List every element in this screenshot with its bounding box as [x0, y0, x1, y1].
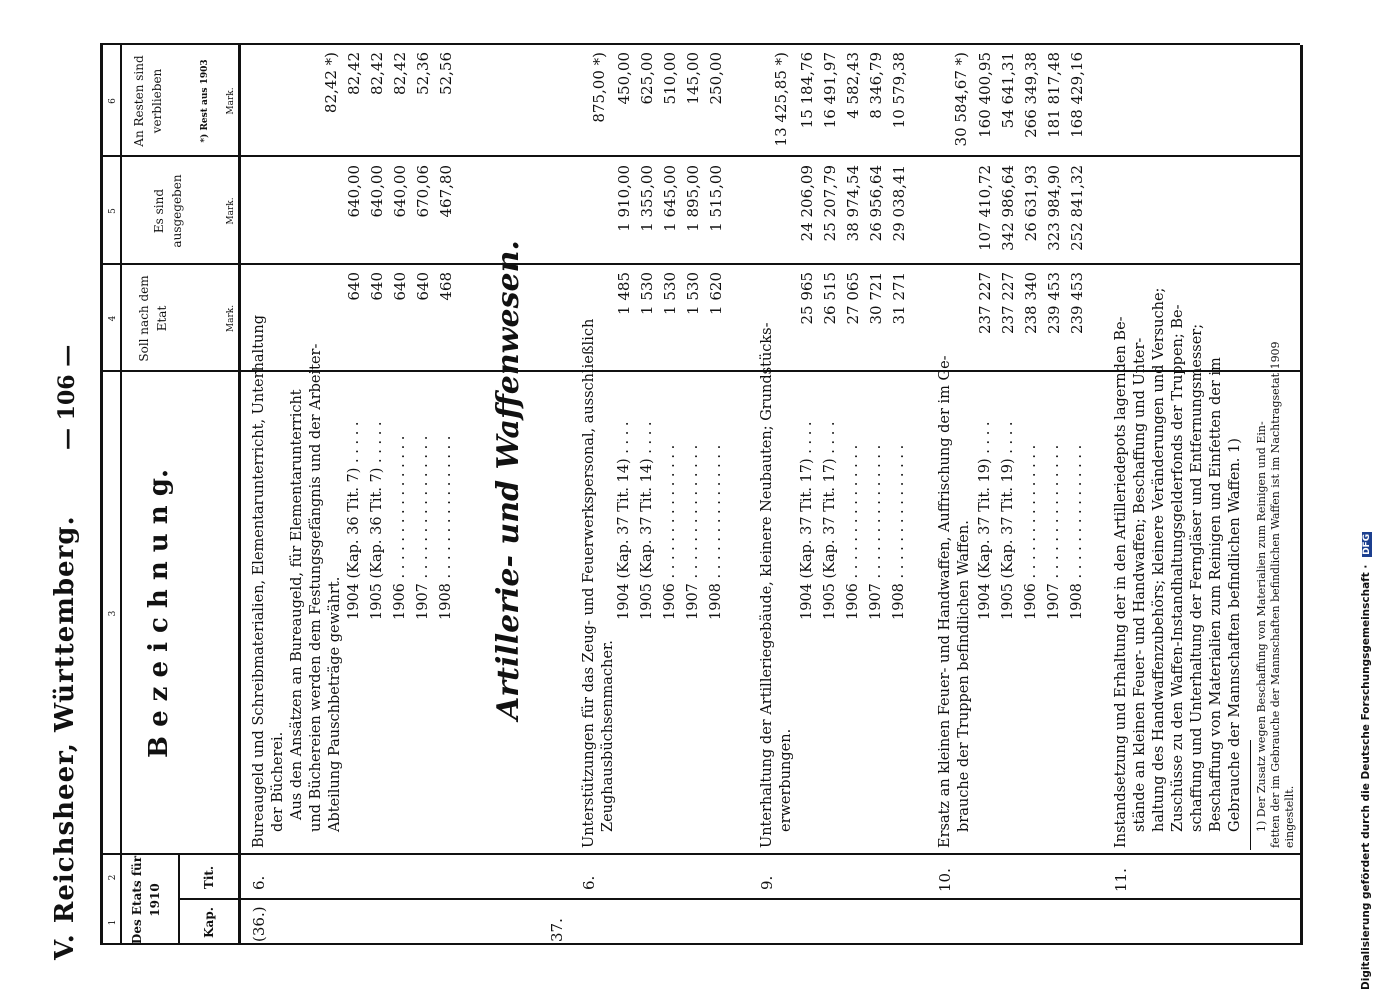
aus-value: 1 355,00 — [638, 165, 656, 232]
rest-prior: 82,42 *) — [322, 52, 340, 114]
aus-value: 640,00 — [345, 165, 363, 218]
year-row: 1907 . . . . . . . . . . . . . . . — [868, 444, 884, 620]
rest-value: 52,56 — [437, 52, 455, 95]
aus-value: 1 895,00 — [684, 165, 702, 232]
rest-prior: 875,00 *) — [590, 52, 608, 123]
soll-value: 237 227 — [976, 272, 994, 335]
col-border-12-3 — [100, 854, 1300, 856]
desc-line: Gebrauche der Mannschaften befindlichen Waffen. 1) — [1227, 438, 1243, 832]
soll-value: 468 — [437, 272, 455, 301]
table-top-rule — [100, 45, 103, 945]
rest-value: 145,00 — [684, 52, 702, 105]
col-border-kap-tit — [178, 899, 1300, 901]
desc-line: stände an kleinen Feuer- und Handwaffen; Beschaffung und Unter- — [1132, 337, 1148, 832]
year-row: 1904 (Kap. 37 Tit. 19) . . . . — [977, 421, 993, 620]
soll-value: 31 271 — [890, 272, 908, 325]
dfg-logo: DFG — [1362, 533, 1372, 555]
year-row: 1907 . . . . . . . . . . . . . . . — [685, 444, 701, 620]
footnote-line: eingestellt. — [1283, 785, 1296, 848]
tit-9: 9. — [758, 875, 776, 890]
rest-value: 168 429,16 — [1068, 52, 1086, 138]
soll-value: 640 — [368, 272, 386, 301]
desc-line: und Büchereien werden dem Festungsgefängnis und der Arbeiter- — [308, 343, 324, 832]
rest-value: 82,42 — [391, 52, 409, 95]
year-row: 1906 . . . . . . . . . . . . . . . — [662, 444, 678, 620]
desc-line: Ersatz an kleinen Feuer- und Handwaffen, Auffrischung der im Ge- — [937, 355, 953, 848]
aus-value: 25 207,79 — [821, 165, 839, 242]
colnum-1: 1 — [108, 919, 118, 926]
rest-prior: 30 584,67 *) — [952, 52, 970, 147]
aus-value: 252 841,32 — [1068, 165, 1086, 251]
year-row: 1907 . . . . . . . . . . . . . . . . — [415, 435, 431, 620]
unit-reste: Mark. — [226, 87, 236, 115]
colnum-3: 3 — [108, 610, 118, 617]
rest-value: 160 400,95 — [976, 52, 994, 138]
soll-value: 26 515 — [821, 272, 839, 325]
page-number: — 106 — — [54, 344, 80, 450]
year-row: 1905 (Kap. 37 Tit. 17) . . . . — [822, 421, 838, 620]
header-rest-note: *) Rest aus 1903 — [200, 59, 210, 143]
desc-line: Zuschüsse zu den Waffen-Instandhaltungsgelderfonds der Truppen; Be- — [1170, 304, 1186, 832]
header-reste: An Resten sind verblieben — [132, 55, 164, 147]
colnum-5: 5 — [108, 208, 118, 214]
header-bezeichnung: B e z e i c h n u n g. — [144, 469, 174, 758]
rest-value: 250,00 — [707, 52, 725, 105]
soll-value: 25 965 — [798, 272, 816, 325]
rest-value: 4 582,43 — [844, 52, 862, 119]
desc-line: Zeughausbüchsenmacher. — [600, 640, 616, 832]
aus-value: 670,06 — [414, 165, 432, 218]
rest-value: 10 579,38 — [890, 52, 908, 129]
kap-tit-rule — [178, 855, 180, 945]
rest-value: 450,00 — [615, 52, 633, 105]
desc-line: Aus den Ansätzen an Bureaugeld, für Elementarunterricht — [289, 389, 305, 820]
desc-line: Beschaffung von Materialien zum Reinigen und Einfetten der im — [1208, 357, 1224, 832]
tit-10: 10. — [936, 868, 954, 892]
header-ausgegeben: Es sind ausgegeben — [152, 174, 184, 248]
year-row: 1905 (Kap. 37 Tit. 19) . . . . — [1000, 421, 1016, 620]
rest-value: 625,00 — [638, 52, 656, 105]
page-title: V. Reichsheer, Württemberg. — [50, 515, 80, 960]
desc-line: haltung des Handwaffenzubehörs; kleinere Veränderungen und Versuche; — [1151, 287, 1167, 832]
soll-value: 1 485 — [615, 272, 633, 315]
table-bottom-rule — [1300, 45, 1303, 945]
desc-line: Instandsetzung und Erhaltung der in den Artilleriedepots lagernden Be- — [1113, 316, 1129, 848]
aus-value: 342 986,64 — [999, 165, 1017, 251]
rest-value: 15 184,76 — [798, 52, 816, 129]
rest-value: 52,36 — [414, 52, 432, 95]
header-soll: Soll nach dem Etat — [137, 275, 169, 362]
soll-value: 640 — [345, 272, 363, 301]
desc-line: Abteilung Pauschbeträge gewährt. — [327, 576, 343, 832]
footnote-line: 1) Der Zusatz wegen Beschaffung von Materialien zum Reinigen und Ein- — [1255, 421, 1268, 832]
aus-value: 323 984,90 — [1045, 165, 1063, 251]
rest-value: 16 491,97 — [821, 52, 839, 129]
soll-value: 640 — [414, 272, 432, 301]
year-row: 1906 . . . . . . . . . . . . . . . . — [392, 435, 408, 620]
colnum-4: 4 — [108, 315, 118, 322]
year-row: 1904 (Kap. 36 Tit. 7) . . . . . — [346, 421, 362, 620]
desc-line: Bureaugeld und Schreibmaterialien, Elementarunterricht, Unterhaltung — [251, 315, 267, 848]
rest-value: 181 817,48 — [1045, 52, 1063, 138]
kap-37: 37. — [548, 918, 566, 942]
funding-note — [1360, 30, 1382, 990]
colnum-2: 2 — [108, 874, 118, 881]
year-row: 1905 (Kap. 36 Tit. 7) . . . . . — [369, 421, 385, 620]
aus-value: 1 515,00 — [707, 165, 725, 232]
unit-ausgegeben: Mark. — [226, 197, 236, 225]
soll-value: 1 530 — [684, 272, 702, 315]
rest-value: 8 346,79 — [867, 52, 885, 119]
tit-6: 6. — [580, 875, 598, 890]
aus-value: 24 206,09 — [798, 165, 816, 242]
aus-value: 467,80 — [437, 165, 455, 218]
year-row: 1908 . . . . . . . . . . . . . . . . — [438, 435, 454, 620]
aus-value: 640,00 — [368, 165, 386, 218]
rest-value: 54 641,31 — [999, 52, 1017, 129]
desc-line: Unterstützungen für das Zeug- und Feuerwerkspersonal, ausschließlich — [581, 318, 597, 848]
funding-text: Digitalisierung gefördert durch die Deutsche Forschungsgemeinschaft · — [1360, 564, 1372, 990]
soll-value: 239 453 — [1068, 272, 1086, 335]
rest-value: 82,42 — [345, 52, 363, 95]
tit-6: 6. — [250, 875, 268, 890]
aus-value: 26 631,93 — [1022, 165, 1040, 242]
aus-value: 29 038,41 — [890, 165, 908, 242]
rest-value: 82,42 — [368, 52, 386, 95]
col-border-right — [100, 44, 1300, 46]
soll-value: 239 453 — [1045, 272, 1063, 335]
section-heading: Artillerie- und Waffenwesen. — [491, 240, 526, 720]
footnote-line: fetten der im Gebrauche der Mannschaften befindlichen Waffen ist im Nachtragsetat 1909 — [1269, 341, 1282, 848]
desc-line: der Bücherei. — [270, 731, 286, 832]
desc-line: Unterhaltung der Artilleriegebäude, kleinere Neubauten; Grundstücks- — [759, 322, 775, 848]
page-header — [40, 30, 100, 970]
year-row: 1904 (Kap. 37 Tit. 17) . . . . — [799, 421, 815, 620]
year-row: 1905 (Kap. 37 Tit. 14) . . . . — [639, 421, 655, 620]
kap-36: (36.) — [250, 906, 268, 942]
footnote-rule — [1250, 740, 1251, 850]
soll-value: 1 530 — [661, 272, 679, 315]
soll-value: 1 620 — [707, 272, 725, 315]
aus-value: 1 645,00 — [661, 165, 679, 232]
header-tit: Tit. — [202, 865, 216, 890]
soll-value: 1 530 — [638, 272, 656, 315]
year-row: 1908 . . . . . . . . . . . . . . . — [891, 444, 907, 620]
soll-value: 237 227 — [999, 272, 1017, 335]
unit-soll: Mark. — [226, 304, 236, 333]
rest-value: 266 349,38 — [1022, 52, 1040, 138]
aus-value: 26 956,64 — [867, 165, 885, 242]
aus-value: 107 410,72 — [976, 165, 994, 251]
aus-value: 1 910,00 — [615, 165, 633, 232]
colnum-6: 6 — [108, 98, 118, 104]
aus-value: 640,00 — [391, 165, 409, 218]
rest-prior: 13 425,85 *) — [772, 52, 790, 147]
year-row: 1908 . . . . . . . . . . . . . . . — [708, 444, 724, 620]
soll-value: 238 340 — [1022, 272, 1040, 335]
year-row: 1906 . . . . . . . . . . . . . . . — [845, 444, 861, 620]
header-kap: Kap. — [202, 907, 216, 938]
tit-11: 11. — [1112, 868, 1130, 892]
col-border-left — [100, 944, 1300, 946]
soll-value: 640 — [391, 272, 409, 301]
year-row: 1908 . . . . . . . . . . . . . . . — [1069, 444, 1085, 620]
year-row: 1904 (Kap. 37 Tit. 14) . . . . — [616, 421, 632, 620]
header-etats: Des Etats für 1910 — [130, 855, 162, 945]
desc-line: schaffung und Unterhaltung der Ferngläser und Entfernungsmesser; — [1189, 323, 1205, 832]
desc-line: erwerbungen. — [778, 728, 794, 832]
year-row: 1907 . . . . . . . . . . . . . . . — [1046, 444, 1062, 620]
soll-value: 30 721 — [867, 272, 885, 325]
aus-value: 38 974,54 — [844, 165, 862, 242]
soll-value: 27 065 — [844, 272, 862, 325]
desc-line: brauche der Truppen befindlichen Waffen. — [956, 520, 972, 832]
year-row: 1906 . . . . . . . . . . . . . . . — [1023, 444, 1039, 620]
rest-value: 510,00 — [661, 52, 679, 105]
